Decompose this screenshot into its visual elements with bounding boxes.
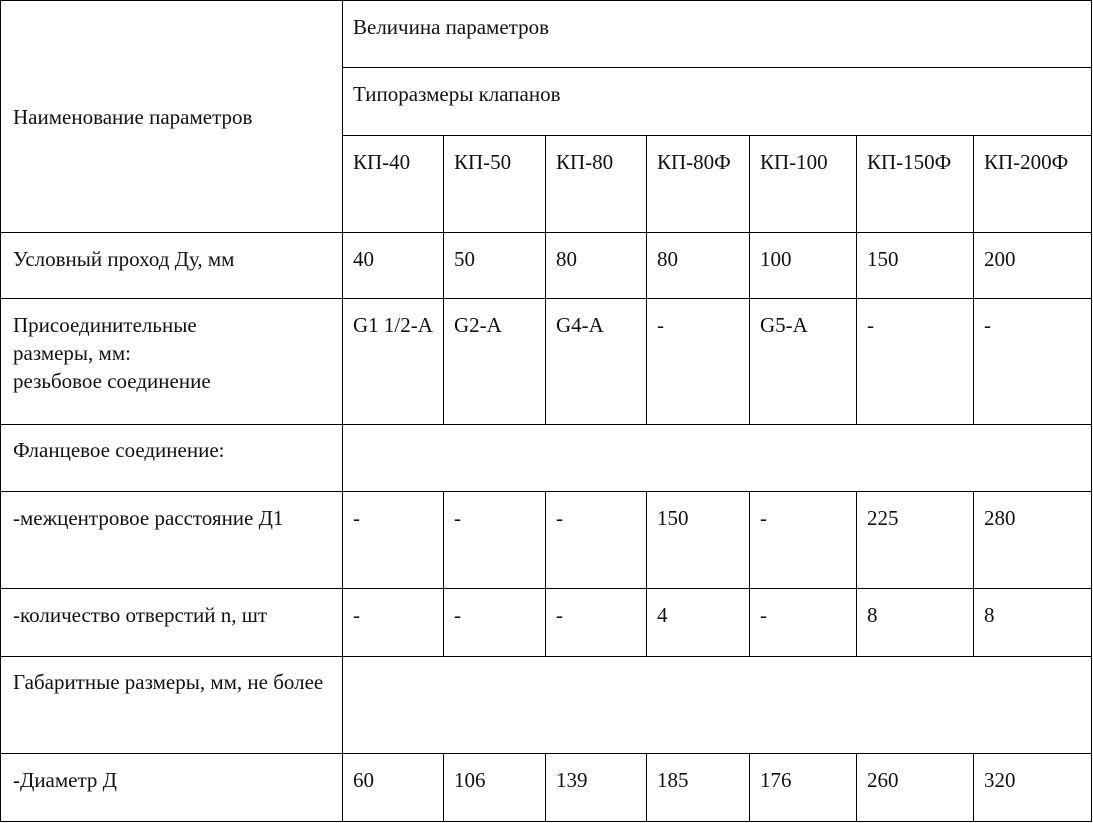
table-cell: 260 xyxy=(857,754,974,822)
table-cell: - xyxy=(546,589,647,657)
table-cell: 4 xyxy=(647,589,750,657)
table-cell: - xyxy=(444,492,546,589)
row-label: -межцентровое расстояние Д1 xyxy=(1,492,343,589)
header-row-values xyxy=(1,1,1092,68)
table-cell: 280 xyxy=(974,492,1092,589)
table-cell: 139 xyxy=(546,754,647,822)
table-cell: - xyxy=(647,299,750,425)
table-cell: G1 1/2-A xyxy=(343,299,444,425)
table-cell: - xyxy=(750,492,857,589)
table-cell: 8 xyxy=(857,589,974,657)
column-header: КП-80 xyxy=(546,136,647,233)
row-label: Фланцевое соединение: xyxy=(1,425,343,492)
column-header: КП-80Ф xyxy=(647,136,750,233)
table-cell: 200 xyxy=(974,233,1092,299)
table-cell: - xyxy=(444,589,546,657)
row-center-distance xyxy=(1,492,1092,589)
row-flanged-group xyxy=(1,425,1092,492)
column-header: КП-200Ф xyxy=(974,136,1092,233)
table-cell: 8 xyxy=(974,589,1092,657)
table-cell: 80 xyxy=(546,233,647,299)
table-cell: 185 xyxy=(647,754,750,822)
table-cell: G4-A xyxy=(546,299,647,425)
table-cell: - xyxy=(857,299,974,425)
table-cell: - xyxy=(750,589,857,657)
column-header: КП-150Ф xyxy=(857,136,974,233)
empty-group-cell xyxy=(343,425,1092,492)
row-label-line: размеры, мм: xyxy=(13,341,131,365)
table-cell: - xyxy=(343,589,444,657)
row-label: Условный проход Ду, мм xyxy=(1,233,343,299)
row-overall-group xyxy=(1,657,1092,754)
parameter-name-header: Наименование параметров xyxy=(1,1,343,233)
row-label xyxy=(1,299,343,425)
table-cell: 176 xyxy=(750,754,857,822)
table-cell: - xyxy=(343,492,444,589)
table-cell: - xyxy=(974,299,1092,425)
row-label-line: Присоединительные xyxy=(13,313,197,337)
table-cell: G5-A xyxy=(750,299,857,425)
empty-group-cell xyxy=(343,657,1092,754)
row-label-line: резьбовое соединение xyxy=(13,369,211,393)
table-cell: G2-A xyxy=(444,299,546,425)
column-header: КП-100 xyxy=(750,136,857,233)
row-hole-count xyxy=(1,589,1092,657)
table-cell: 100 xyxy=(750,233,857,299)
parameter-values-header: Величина параметров xyxy=(343,1,1092,68)
table-cell: 60 xyxy=(343,754,444,822)
table-cell: 150 xyxy=(647,492,750,589)
table-cell: 225 xyxy=(857,492,974,589)
row-nominal-bore xyxy=(1,233,1092,299)
valve-sizes-header: Типоразмеры клапанов xyxy=(343,68,1092,136)
table-cell: 150 xyxy=(857,233,974,299)
table-cell: - xyxy=(546,492,647,589)
table-cell: 50 xyxy=(444,233,546,299)
row-threaded-connection xyxy=(1,299,1092,425)
table-cell: 106 xyxy=(444,754,546,822)
column-header: КП-40 xyxy=(343,136,444,233)
row-label: -Диаметр Д xyxy=(1,754,343,822)
table-cell: 80 xyxy=(647,233,750,299)
table-cell: 320 xyxy=(974,754,1092,822)
row-label: Габаритные размеры, мм, не более xyxy=(1,657,343,754)
row-diameter xyxy=(1,754,1092,822)
column-header: КП-50 xyxy=(444,136,546,233)
row-label: -количество отверстий n, шт xyxy=(1,589,343,657)
table-cell: 40 xyxy=(343,233,444,299)
